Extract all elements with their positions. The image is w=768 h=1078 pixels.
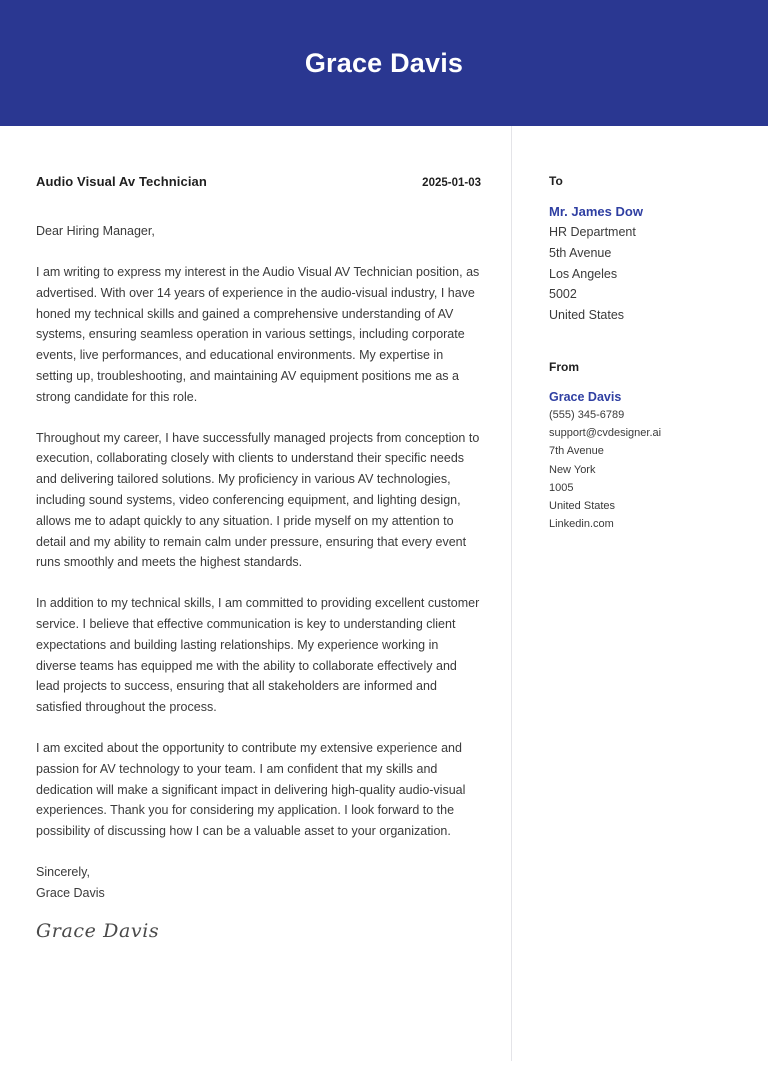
sender-email: support@cvdesigner.ai — [549, 427, 662, 440]
sender-phone: (555) 345-6789 — [549, 408, 625, 421]
salutation: Dear Hiring Manager, — [36, 224, 155, 238]
recipient-block — [549, 174, 746, 326]
closing-word: Sincerely, — [36, 864, 90, 879]
signature-image: Grace Davis — [36, 919, 160, 942]
closing-name: Grace Davis — [36, 885, 105, 900]
recipient-line: Los Angeles — [549, 266, 618, 281]
sender-block — [549, 360, 746, 533]
document-header-band — [0, 0, 768, 126]
letter-column — [0, 126, 511, 1078]
job-title: Audio Visual Av Technician — [36, 174, 207, 189]
recipient-label: To — [549, 174, 563, 188]
letter-title-row — [36, 174, 481, 189]
sender-name: Grace Davis — [549, 389, 622, 404]
sender-website: Linkedin.com — [549, 518, 614, 531]
sender-line: New York — [549, 463, 596, 476]
recipient-line: 5002 — [549, 287, 577, 302]
page-title: Grace Davis — [304, 47, 464, 78]
recipient-line: United States — [549, 308, 625, 323]
sender-line: 7th Avenue — [549, 445, 604, 458]
letter-paragraph: I am writing to express my interest in the Audio Visual AV Technician position, as advertised. With over 14 years of experience in the audio-visual industry, I have honed my technical skills and gained a comprehensive understanding of AV systems, ensuring seamless operation in various settings, including corporate events, live performances, and educational environments. My expertise in setting up, troubleshooting, and maintaining AV equipment positions me as a strong candidate for this role. — [36, 265, 480, 404]
document-body — [0, 126, 768, 1078]
letter-paragraph: In addition to my technical skills, I am committed to providing excellent customer service. I believe that effective communication is key to understanding client expectations and building lasting relationships. My experience working in diverse teams has equipped me with the ability to collaborate effectively and lead projects to success, ensuring that all stakeholders are informed and satisfied throughout the process. — [36, 596, 480, 715]
letter-paragraph: I am excited about the opportunity to contribute my extensive experience and passion for AV technology to your team. I am confident that my skills and dedication will make a significant impact in delivering high-quality audio-visual experiences. Thank you for considering my application. I look forward to the possibility of discussing how I can be a valuable asset to your organization. — [36, 740, 466, 839]
letter-date: 2025-01-03 — [422, 177, 481, 189]
recipient-line: HR Department — [549, 225, 636, 239]
sender-line: United States — [549, 500, 616, 512]
sender-label: From — [549, 359, 579, 374]
recipient-line: 5th Avenue — [549, 245, 612, 260]
recipient-name: Mr. James Dow — [549, 204, 643, 219]
sender-line: 1005 — [549, 481, 574, 494]
contact-column — [512, 126, 768, 1078]
letter-paragraph: Throughout my career, I have successfully managed projects from conception to execution, collaborating closely with clients to understand their specific needs and delivering tailored solutions. My proficiency in various AV technologies, including sound systems, video conferencing equipment, and lighting design, allows me to adapt quickly to any situation. I pride myself on my attention to detail and my ability to remain calm under pressure, ensuring that every event runs smoothly and meets the highest standards. — [36, 430, 480, 570]
letter-closing — [36, 862, 481, 904]
